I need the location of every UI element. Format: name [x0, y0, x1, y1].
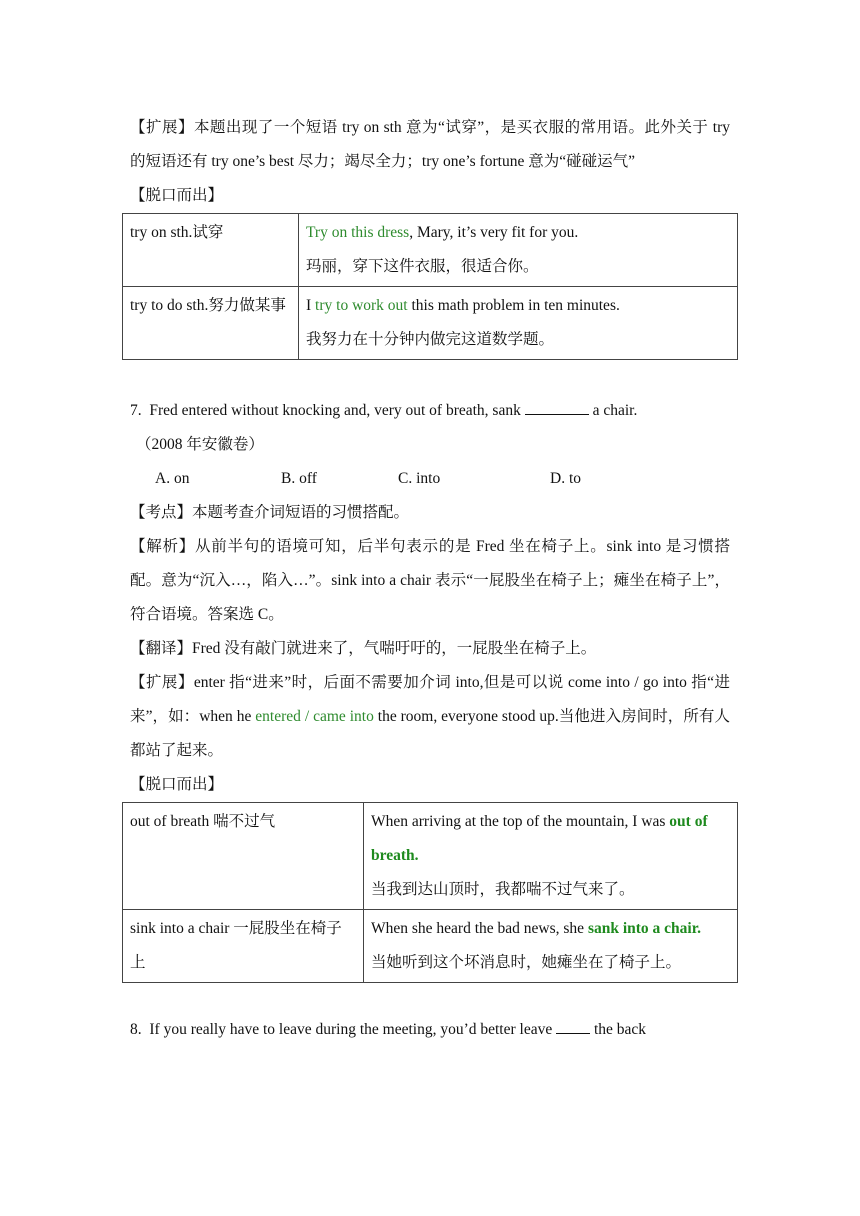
jiexi-label: 【解析】	[130, 538, 196, 555]
expand-pre: enter 指“进来”时，后面不需要加介词 into,但是可以说 come into / go into 指“进来”，如：when he	[130, 674, 730, 725]
question-7-stem	[130, 394, 730, 428]
expand-label: 【扩展】	[130, 674, 194, 691]
option-d: D. to	[550, 470, 581, 487]
highlight-phrase: out of breath.	[371, 813, 708, 864]
stem-part-a: Fred entered without knocking and, very out of breath, sank	[149, 402, 521, 419]
fanyi-label: 【翻译】	[130, 640, 193, 657]
example-cell	[364, 910, 738, 983]
option-b: B. off	[281, 470, 317, 487]
example-cell	[364, 803, 738, 910]
jiexi-paragraph	[130, 530, 730, 632]
expand-paragraph	[130, 111, 730, 179]
phrase-table-2	[122, 802, 738, 983]
phrase-cell: sink into a chair 一屁股坐在椅子上	[123, 910, 364, 983]
table-row	[123, 287, 738, 360]
phrase-cell: try to do sth.努力做某事	[123, 287, 299, 360]
example-cn: 当我到达山顶时，我都喘不过气来了。	[371, 881, 635, 898]
table-row	[123, 910, 738, 983]
example-cell	[299, 214, 738, 287]
fanyi-text: Fred 没有敲门就进来了，气喘吁吁的，一屁股坐在椅子上。	[192, 640, 597, 657]
highlight-entered: entered	[255, 708, 301, 725]
question-8-stem	[130, 1013, 730, 1047]
stem-part-a: If you really have to leave during the meeting, you’d better leave	[149, 1021, 553, 1038]
kaodian-label: 【考点】	[130, 504, 193, 521]
example-cn: 我努力在十分钟内做完这道数学题。	[306, 331, 555, 348]
table-row	[123, 214, 738, 287]
highlight-phrase: try to work out	[315, 297, 408, 314]
example-pre: When arriving at the top of the mountain, I was	[371, 813, 670, 830]
page-content	[130, 111, 730, 1047]
highlight-phrase: sank into a chair.	[587, 920, 702, 937]
example-pre: When she heard the bad news, she	[371, 920, 588, 937]
jiexi-text: 从前半句的语境可知，后半句表示的是 Fred 坐在椅子上。sink into 是习惯搭配。意为“沉入…，陷入…”。sink into a chair 表示“一屁股坐在椅子上；瘫坐在椅子上”，符合语境。答案选 C。	[130, 538, 730, 623]
highlight-sep: /	[300, 708, 314, 725]
highlight-came-into: came into	[313, 708, 374, 725]
example-en	[306, 289, 730, 323]
question-source: （2008 年安徽卷）	[136, 436, 264, 453]
expand-label: 【扩展】	[130, 119, 194, 136]
example-rest: this math problem in ten minutes.	[407, 297, 620, 314]
phrase-table-1	[122, 213, 738, 360]
example-rest: , Mary, it’s very fit for you.	[409, 224, 579, 241]
stem-part-b: a chair.	[592, 402, 638, 419]
blurt-label: 【脱口而出】	[130, 187, 224, 204]
example-en	[371, 912, 730, 946]
question-number: 8.	[130, 1021, 142, 1038]
answer-blank	[525, 400, 589, 415]
expand-post: the room, everyone stood up.当他进入房间时，所有人都站了起来。	[130, 708, 730, 759]
example-cn: 玛丽，穿下这件衣服，很适合你。	[306, 258, 539, 275]
question-number: 7.	[130, 402, 142, 419]
highlight-phrase: Try on this dress	[306, 224, 410, 241]
stem-part-b: the back	[593, 1021, 647, 1038]
example-en	[306, 216, 730, 250]
options-row	[155, 462, 730, 496]
answer-blank	[556, 1019, 590, 1034]
example-cn: 当她听到这个坏消息时，她瘫坐在了椅子上。	[371, 954, 682, 971]
table-row	[123, 803, 738, 910]
expand-paragraph-q7	[130, 666, 730, 768]
kaodian-text: 本题考查介词短语的习惯搭配。	[192, 504, 410, 521]
example-pre: I	[306, 297, 316, 314]
option-c: C. into	[398, 470, 441, 487]
example-en	[371, 805, 730, 873]
fanyi-paragraph	[130, 632, 730, 666]
phrase-cell: out of breath 喘不过气	[123, 803, 364, 910]
example-cell	[299, 287, 738, 360]
option-a: A. on	[155, 470, 190, 487]
expand-text: 本题出现了一个短语 try on sth 意为“试穿”，是买衣服的常用语。此外关于 try 的短语还有 try one’s best 尽力；竭尽全力；try one’s fortune 意为“碰碰运气”	[130, 119, 730, 170]
phrase-cell: try on sth.试穿	[123, 214, 299, 287]
blurt-label: 【脱口而出】	[130, 776, 224, 793]
kaodian-paragraph	[130, 496, 730, 530]
